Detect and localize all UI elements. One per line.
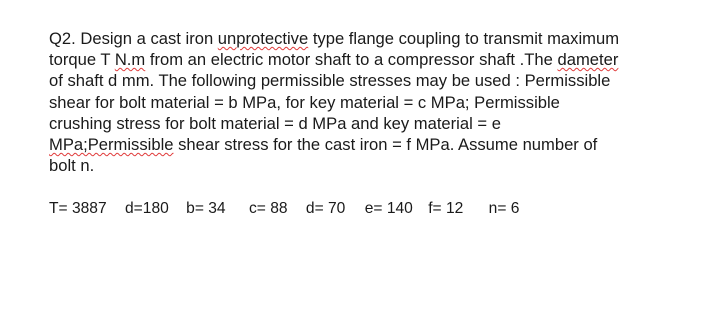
question-line-3: of shaft d mm. The following permissible stresses may be used : Permissible [49,71,611,91]
value-torque: T= 3887 [49,200,107,217]
question-line-7: bolt n. [49,156,95,176]
misspelled-word: N.m [114,50,146,70]
value-key-shear: c= 88 [248,200,288,217]
question-text-run: from an electric motor shaft to a compressor shaft .The [145,50,558,70]
misspelled-word: dameter [557,50,619,70]
question-line-5: crushing stress for bolt material = d MPa and key material = e [49,113,501,133]
value-key-crushing: e= 140 [364,200,413,217]
question-text-run: shear stress for the cast iron = f MPa. Assume number of [173,135,598,155]
value-bolt-shear: b= 34 [186,200,226,217]
question-line-4: shear for bolt material = b MPa, for key material = c MPa; Permissible [49,92,560,112]
question-text-run: Q2. Design a cast iron [49,29,218,48]
question-line-2 [49,49,689,70]
misspelled-word: unprotective [217,29,309,48]
value-bolt-count: n= 6 [488,200,520,217]
given-values [49,200,519,218]
value-cast-iron-shear: f= 12 [428,200,464,217]
question-line-6 [49,134,689,155]
question-text-run: torque T [49,50,115,70]
question-text [49,28,689,176]
value-bolt-crushing: d= 70 [305,200,346,217]
question-text-run: type flange coupling to transmit maximum [308,29,620,48]
value-shaft-diameter: d=180 [125,200,169,217]
question-line-1 [49,28,689,49]
misspelled-word: MPa;Permissible [49,135,174,155]
